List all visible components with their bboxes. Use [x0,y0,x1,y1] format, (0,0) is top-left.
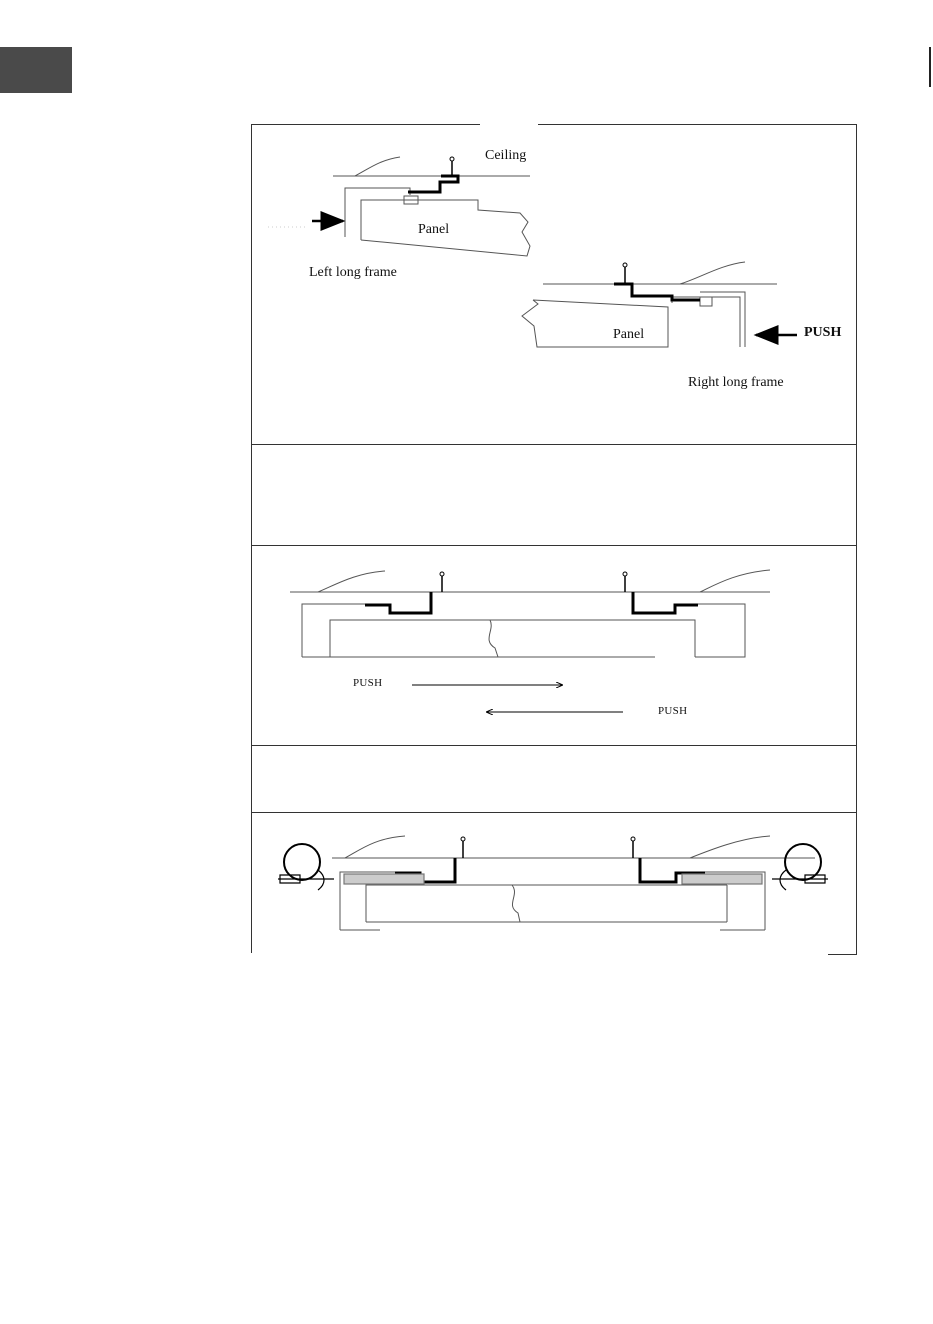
step3-hangers [395,837,705,882]
label-panel-left: Panel [418,222,450,237]
label-left-long-frame: Left long frame [309,265,397,280]
step2-assembly [290,570,770,657]
ceiling-cutline [355,157,400,176]
label-push-right: PUSH [658,705,688,717]
left-frame-detail [333,157,530,256]
label-ceiling: Ceiling [485,148,527,163]
ceiling-hanger-left [408,157,458,192]
ceiling-cutline [680,262,745,284]
clip [700,297,712,306]
right-long-frame [672,297,740,347]
label-panel-right: Panel [613,327,645,342]
right-frame-detail [522,262,777,347]
label-push-bold: PUSH [804,325,842,340]
label-right-long-frame: Right long frame [688,375,784,390]
screwdriver-left-icon [278,844,424,890]
screwdriver-right-icon [682,844,828,890]
label-push-left: PUSH [353,677,383,689]
panel-right [522,300,668,347]
left-long-frame [345,188,410,237]
